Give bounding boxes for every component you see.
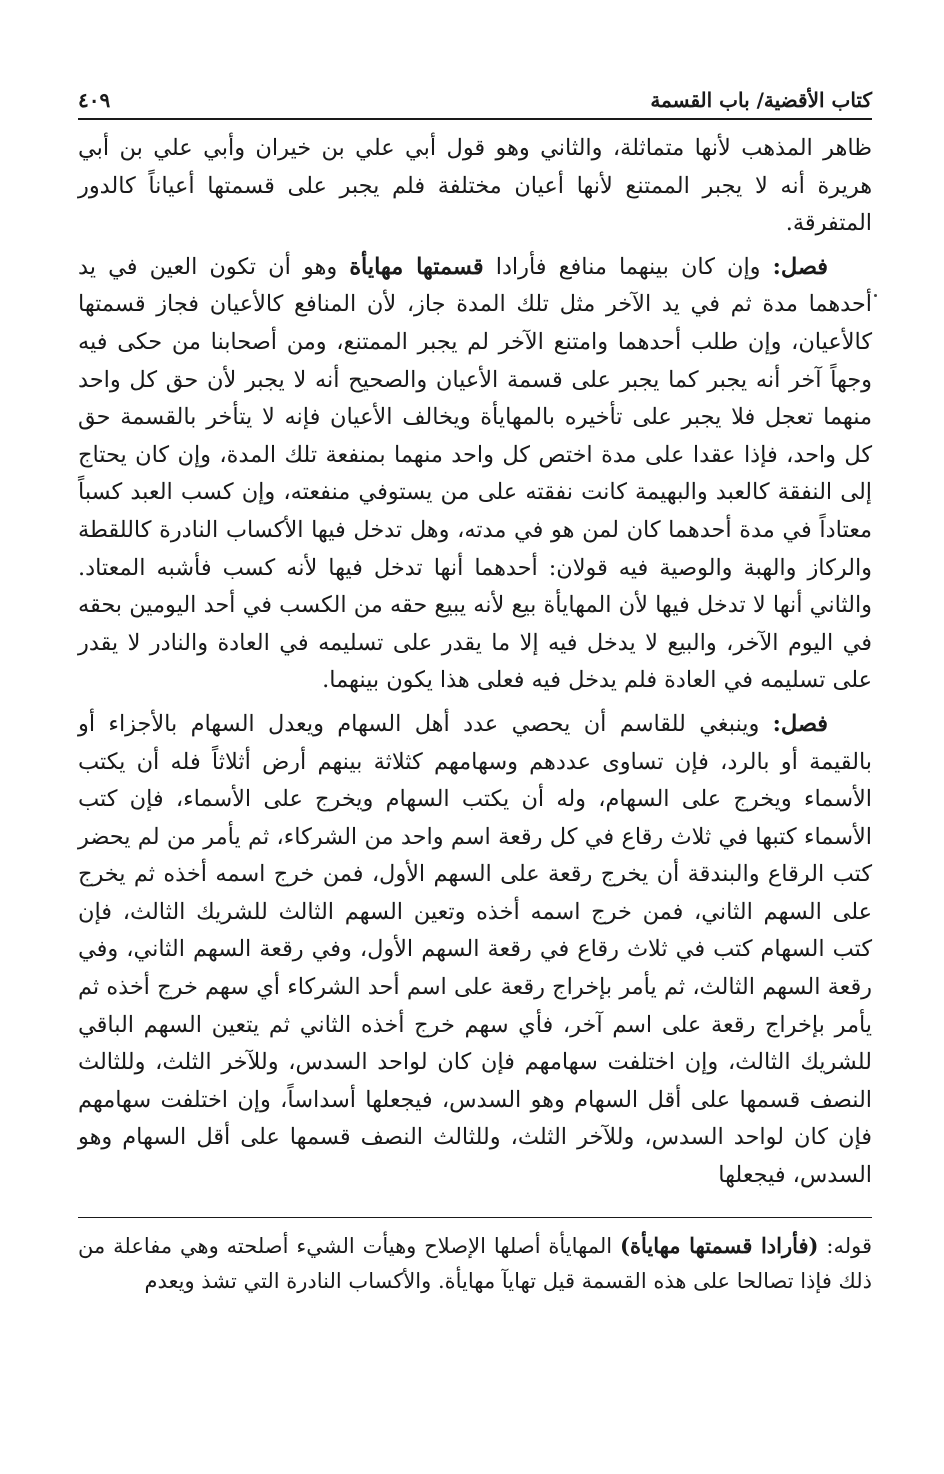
- emphasized-term: قسمتها مهايأة: [349, 253, 484, 280]
- footnote-divider: [78, 1217, 872, 1218]
- page-header: [78, 84, 872, 120]
- section-marker: فصل:: [772, 253, 828, 280]
- footnote-lead: قوله:: [818, 1233, 873, 1258]
- footnote-quoted-term: (فأرادا قسمتها مهايأة): [620, 1232, 819, 1258]
- paragraph-2-part-2: وهو أن تكون العين في يد أحدهما مدة ثم في يد الآخر مثل تلك المدة جاز، لأن المنافع كالأعيان فجاز قسمتها كالأعيان، وإن طلب أحدهما وامتنع الآخر لم يجبر الممتنع، ومن أصحابنا من حكى فيه وجهاً آخر أنه يجبر كما يجبر على قسمة الأعيان والصحيح أنه لا يجبر لأن حق كل واحد منهما تعجل فلا يجبر على تأخيره بالمهايأة ويخالف الأعيان فإنه لا يتأخر بالقسمة حق كل واحد، فإذا عقدا على مدة اختص كل واحد منهما بمنفعة تلك المدة، وإن كان يحتاج إلى النفقة كالعبد والبهيمة كانت نفقته على من يستوفي منفعته، وإن كسب العبد كسباً معتاداً في مدة أحدهما كان لمن هو في مدته، وهل تدخل فيها الأكساب النادرة كاللقطة والركاز والهبة والوصية فيه قولان: أحدهما أنها تدخل فيها لأنه كسب فأشبه المعتاد. والثاني أنها لا تدخل فيها لأن المهايأة بيع لأنه يبيع حقه من الكسب في أحد اليومين بحقه في اليوم الآخر، والبيع لا يدخل فيه إلا ما يقدر على تسليمه في العادة والنادر لا يقدر على تسليمه في العادة فلم يدخل فيه فعلى هذا يكون بينهما.: [78, 253, 872, 694]
- footnote: [78, 1228, 872, 1299]
- paragraph-3-text: وينبغي للقاسم أن يحصي عدد أهل السهام ويعدل السهام بالأجزاء أو بالقيمة أو بالرد، فإن تساوى عددهم وسهامهم كثلاثة بينهم أرض أثلاثاً فله أن يكتب الأسماء ويخرج على السهام، وله أن يكتب السهام ويخرج على الأسماء، فإن كتب الأسماء كتبها في ثلاث رقاع في كل رقعة اسم واحد من الشركاء، ثم يأمر من لم يحضر كتب الرقاع والبندقة أن يخرج رقعة على السهم الأول، فمن خرج اسمه أخذه ثم يخرج على السهم الثاني، فمن خرج اسمه أخذه وتعين السهم الثالث للشريك الثالث، فإن كتب السهام كتب في ثلاث رقاع في رقعة السهم الأول، وفي رقعة السهم الثاني، وفي رقعة السهم الثالث، ثم يأمر بإخراج رقعة على اسم أحد الشركاء أي سهم خرج أخذه ثم يأمر بإخراج رقعة على اسم آخر، فأي سهم خرج أخذه الثاني ثم يتعين السهم الباقي للشريك الثالث، وإن اختلفت سهامهم فإن كان لواحد السدس، وللآخر الثلث، وللثالث النصف قسمها على أقل السهام وهو السدس، فيجعلها أسداساً، وإن اختلفت سهامهم فإن كان لواحد السدس، وللآخر الثلث، وللثالث النصف قسمها على أقل السهام وهو السدس، فيجعلها: [78, 710, 872, 1189]
- main-text: [78, 130, 872, 1195]
- margin-dot: [874, 294, 877, 297]
- book-page: [78, 84, 872, 1384]
- paragraph-2: [78, 249, 872, 700]
- paragraph-2-part-1: وإن كان بينهما منافع فأرادا: [483, 253, 773, 280]
- section-marker: فصل:: [772, 710, 828, 737]
- footnote-text: المهايأة أصلها الإصلاح وهيأت الشيء أصلحته وهي مفاعلة من ذلك فإذا تصالحا على هذه القسمة قيل تهايآ مهايأة. والأكساب النادرة التي تشذ ويعدم: [78, 1233, 872, 1293]
- page-number: ٤٠٩: [78, 88, 111, 112]
- paragraph-1: ظاهر المذهب لأنها متماثلة، والثاني وهو قول أبي علي بن خيران وأبي علي بن أبي هريرة أنه لا يجبر الممتنع لأنها أعيان مختلفة فلم يجبر على قسمتها أعياناً كالدور المتفرقة.: [78, 135, 872, 237]
- running-title: كتاب الأقضية/ باب القسمة: [650, 88, 872, 112]
- paragraph-3: [78, 706, 872, 1195]
